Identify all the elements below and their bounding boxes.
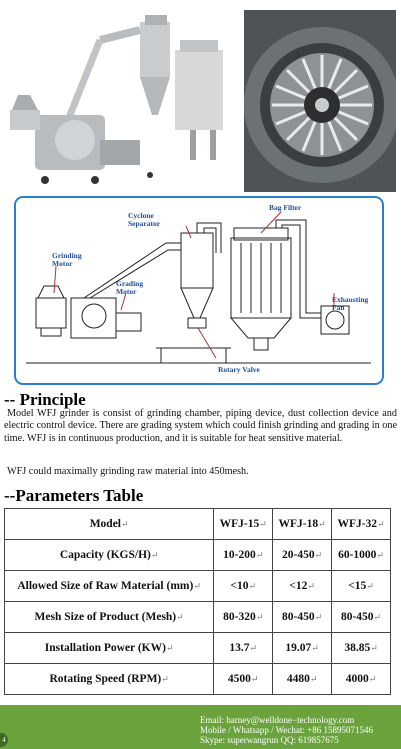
table-header-cell: WFJ-15↵ [214,509,273,540]
table-row [5,571,391,602]
table-header-row [5,509,391,540]
table-cell: 4500↵ [214,664,273,695]
table-row-label: Allowed Size of Raw Material (mm)↵ [5,571,214,602]
footer-email[interactable]: Email: barney@welldone−technology.com [200,715,355,725]
table-row [5,633,391,664]
table-row-label: Capacity (KGS/H)↵ [5,540,214,571]
table-cell: 38.85↵ [332,633,391,664]
principle-heading: -- Principle [4,390,86,409]
table-row [5,602,391,633]
table-cell: 20-450↵ [273,540,332,571]
table-row-label: Mesh Size of Product (Mesh)↵ [5,602,214,633]
page-number: 4 [0,733,8,747]
table-header-cell: Model↵ [5,509,214,540]
table-header-cell: WFJ-32↵ [332,509,391,540]
table-cell: 10-200↵ [214,540,273,571]
rotor-photo [244,10,396,192]
table-cell: 80-320↵ [214,602,273,633]
table-header-cell: WFJ-18↵ [273,509,332,540]
table-cell: 19.07↵ [273,633,332,664]
process-diagram [14,196,384,385]
table-row-label: Installation Power (KW)↵ [5,633,214,664]
machine-photo [0,0,238,192]
table-cell: <10↵ [214,571,273,602]
table-cell: 80-450↵ [332,602,391,633]
principle-note: WFJ could maximally grinding raw material into 450mesh. [7,466,249,477]
table-cell: <12↵ [273,571,332,602]
grinding-motor-label: Grinding Motor [52,251,82,268]
footer-skype: Skype: superwangrun QQ: 619857675 [200,735,339,745]
table-cell: 13.7↵ [214,633,273,664]
table-cell: 4480↵ [273,664,332,695]
table-cell: <15↵ [332,571,391,602]
parameters-heading: --Parameters Table [4,486,144,505]
principle-paragraph: Model WFJ grinder is consist of grinding chamber, piping device, dust collection device and electric control device. There are grading system which could finish grinding and grading in one time. WFJ is in continuous production, and it is suitable for heat sensitive material. [4,408,397,444]
grading-motor-label: Grading Motor [116,279,144,296]
table-row-label: Rotating Speed (RPM)↵ [5,664,214,695]
rotary-valve-label: Rotary Valve [218,365,260,374]
bag-filter-label: Bag Filter [269,203,302,212]
exhausting-fan-label: Exhausting Fan [332,295,369,312]
parameters-table [4,508,391,695]
contact-footer [0,705,401,749]
table-cell: 80-450↵ [273,602,332,633]
footer-mobile: Mobile / Whatsapp / Wechat: +86 15895071546 [200,725,373,735]
table-cell: 60-1000↵ [332,540,391,571]
table-row [5,540,391,571]
table-cell: 4000↵ [332,664,391,695]
table-row [5,664,391,695]
cyclone-separator-label: Cyclone Separator [128,211,161,228]
